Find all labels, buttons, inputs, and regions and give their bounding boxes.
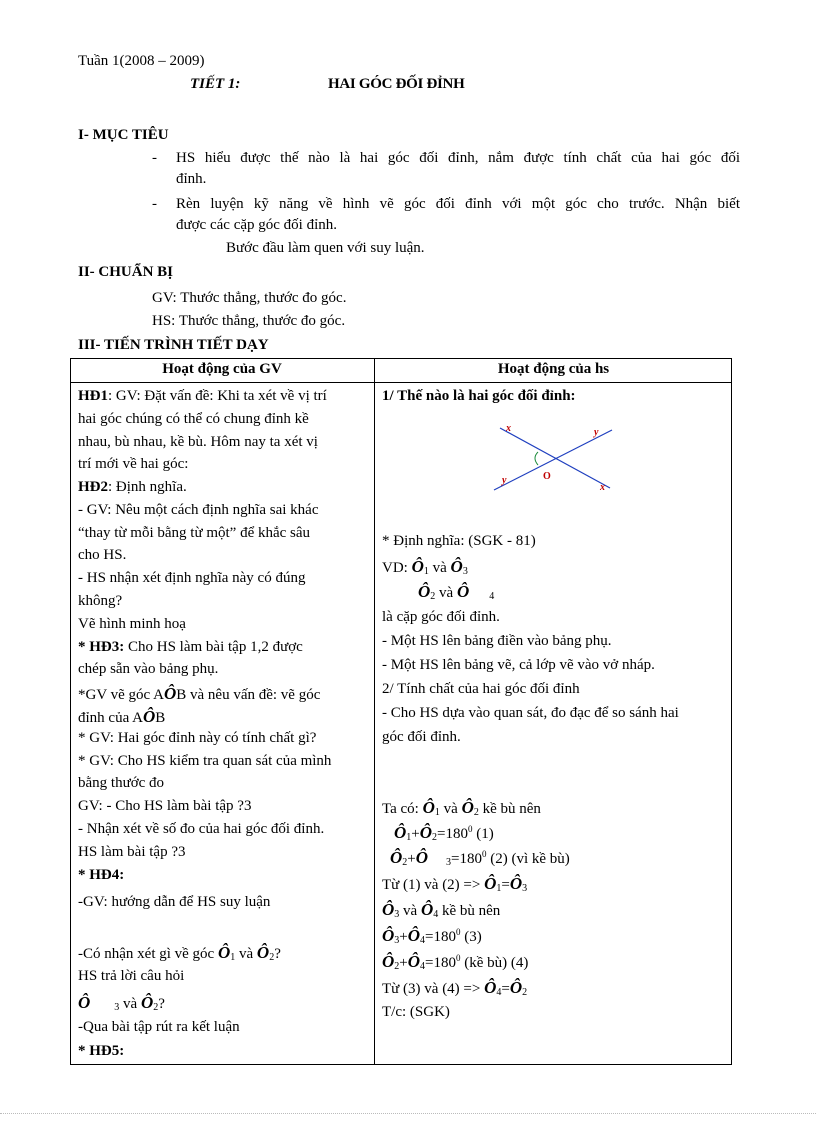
lesson-label: TIẾT 1: xyxy=(190,76,241,92)
angle-o-symbol: Ô xyxy=(450,557,463,576)
angle-o-symbol: Ô xyxy=(382,900,395,919)
proof-line-8: Từ (3) và $(4) => Ô_4=Ô_2$ xyxy=(382,978,528,998)
label-y-right: y xyxy=(594,427,599,438)
angle-o-symbol: Ô xyxy=(411,557,424,576)
eq4-tail: (kề bù) (4) xyxy=(460,955,529,971)
objective-1-line-1: HS hiểu được thế nào là hai góc đối đỉnh, nắm được tính chất của hai góc đối xyxy=(176,150,740,166)
left-line-18: * GV: Cho HS kiểm tra quan sát của mình xyxy=(78,753,332,769)
angle-o-symbol: Ô xyxy=(390,848,403,867)
section-heading-preparation: II- CHUẨN BỊ xyxy=(78,264,174,280)
eq3: =180 xyxy=(425,929,456,945)
angle-o-symbol: Ô xyxy=(456,582,470,601)
right-line-7: - Một HS lên bảng vẽ, cả lớp vẽ vào vở nháp. xyxy=(382,657,655,673)
l25-b: và xyxy=(235,946,257,962)
angle-o-symbol: Ô xyxy=(419,823,433,842)
column-header-teacher: Hoạt động của GV xyxy=(162,361,282,377)
left-line-22: HS làm bài tập ?3 xyxy=(78,844,186,860)
angle-arc xyxy=(535,452,538,465)
hd1-text: : GV: Đặt vấn đề: Khi ta xét về vị trí xyxy=(108,388,327,404)
left-line-14: chép sẵn vào bảng phụ. xyxy=(78,661,219,677)
angle-o-symbol: Ô xyxy=(163,684,177,703)
left-line-11: không? xyxy=(78,593,123,609)
page-bottom-dotted-border xyxy=(0,1113,816,1114)
l15-b: B và nêu vấn đề: vẽ góc xyxy=(176,687,321,703)
hd2-label: HĐ2 xyxy=(78,479,108,495)
left-line-20: GV: - Cho HS làm bài tập ?3 xyxy=(78,798,252,814)
and-word: và xyxy=(435,585,457,601)
proof-line-7: $Ô_2+Ô_4=180^0$ (kề bù) (4) xyxy=(382,952,529,972)
angle-o-symbol: Ô xyxy=(484,978,497,997)
left-line-7: - GV: Nêu một cách định nghĩa sai khác xyxy=(78,502,319,518)
left-line-16 xyxy=(78,707,165,727)
hd1-line-1 xyxy=(78,388,366,405)
equals: = xyxy=(501,981,510,997)
left-line-26: HS trả lời câu hỏi xyxy=(78,968,185,984)
hd4-label: * HĐ4: xyxy=(78,867,125,883)
line-yy xyxy=(494,430,612,490)
left-line-24: -GV: hướng dẫn để HS suy luận xyxy=(78,894,271,910)
tu34: Từ (3) và (4) => xyxy=(382,981,485,997)
l25-c: ? xyxy=(274,946,281,962)
left-line-17: * GV: Hai góc đỉnh này có tính chất gì? xyxy=(78,730,317,746)
angle-o-symbol: Ô xyxy=(78,993,91,1012)
proof-line-3: $Ô_2+Ô$ $_3=180^0$ (2) (vì kề bù) xyxy=(390,848,570,868)
left-line-10: - HS nhận xét định nghĩa này có đúng xyxy=(78,570,306,586)
and-word: và xyxy=(399,903,421,919)
angle-o-symbol: Ô xyxy=(509,978,523,997)
label-o: O xyxy=(543,471,551,482)
eq2-tail: (2) (vì kề bù) xyxy=(486,851,570,867)
objective-1-line-2: đỉnh. xyxy=(176,171,207,187)
angle-o-symbol: Ô xyxy=(256,943,270,962)
and-word: và xyxy=(439,801,462,817)
hd5-label: * HĐ5: xyxy=(78,1043,125,1059)
angle-o-symbol: Ô xyxy=(217,943,231,962)
eq1: =180 xyxy=(437,826,468,842)
example-line-1: VD: $Ô_1$ và $Ô_3$ xyxy=(382,557,468,577)
left-line-25: -Có nhận xét gì về góc $Ô_1$ và $Ô_2$? xyxy=(78,943,281,963)
angle-o-symbol: Ô xyxy=(420,900,434,919)
plus: + xyxy=(399,955,408,971)
proof-line-1: Ta có: $Ô_1$ và $Ô_2$ kề bù nên xyxy=(382,798,541,818)
l25-a: -Có nhận xét gì về góc xyxy=(78,946,218,962)
proof-line-6: $Ô_3+Ô_4=180^0$ (3) xyxy=(382,926,482,946)
degree: 0 xyxy=(468,824,473,834)
prep-gv: GV: Thước thẳng, thước đo góc. xyxy=(152,290,347,306)
and-word: và xyxy=(428,560,451,576)
angle-o-symbol: Ô xyxy=(407,926,421,945)
kebu-nen: kề bù nên xyxy=(438,903,501,919)
bullet-dash: - xyxy=(152,150,157,166)
hd1-label: HĐ1 xyxy=(78,388,108,404)
property-ref: T/c: (SGK) xyxy=(382,1004,450,1020)
l16-b: B xyxy=(155,710,166,726)
left-line-9: cho HS. xyxy=(78,547,127,563)
week-label: Tuần 1(2008 – 2009) xyxy=(78,53,205,69)
eq4: =180 xyxy=(425,955,456,971)
eq2: =180 xyxy=(451,851,482,867)
objective-2-line-2: được các cặp góc đối đỉnh. xyxy=(176,217,338,233)
angle-o-symbol: Ô xyxy=(394,823,407,842)
l15-a: *GV vẽ góc A xyxy=(78,687,164,703)
left-line-15 xyxy=(78,684,320,704)
hd2-text: : Định nghĩa. xyxy=(108,479,187,495)
hd3-label: * HĐ3: xyxy=(78,639,125,655)
right-heading-1: 1/ Thế nào là hai góc đối đỉnh: xyxy=(382,388,576,404)
table-header-divider xyxy=(70,382,732,383)
left-line-27: Ô $_3$ và $Ô_2$? xyxy=(78,993,165,1013)
bullet-dash: - xyxy=(152,196,157,212)
hd1-line-4: trí mới về hai góc: xyxy=(78,456,189,472)
objective-3: Bước đầu làm quen với suy luận. xyxy=(226,240,425,256)
angle-o-symbol: Ô xyxy=(407,952,421,971)
taco: Ta có: xyxy=(382,801,423,817)
hd1-line-2: hai góc chúng có thể có chung đỉnh kề xyxy=(78,411,309,427)
hd3-text: Cho HS làm bài tập 1,2 được xyxy=(124,639,303,655)
proof-line-2: $Ô_1+Ô_2=180^0$ (1) xyxy=(394,823,494,843)
left-line-19: bằng thước đo xyxy=(78,775,165,791)
hd1-line-3: nhau, bù nhau, kề bù. Hôm nay ta xét vị xyxy=(78,434,318,450)
plus: + xyxy=(399,929,408,945)
right-line-9: - Cho HS dựa vào quan sát, đo đạc để so sánh hai xyxy=(382,705,679,721)
angle-o-symbol: Ô xyxy=(382,926,395,945)
right-heading-2: 2/ Tính chất của hai góc đối đỉnh xyxy=(382,681,580,697)
proof-line-4: Từ (1) và $(2) => Ô_1=Ô_3$ xyxy=(382,874,528,894)
right-line-6: - Một HS lên bảng điền vào bảng phụ. xyxy=(382,633,612,649)
pair-statement: là cặp góc đối đỉnh. xyxy=(382,609,500,625)
objective-2-line-1: Rèn luyện kỹ năng về hình vẽ góc đối đỉnh với một góc cho trước. Nhận biết xyxy=(176,196,740,212)
degree: 0 xyxy=(456,927,461,937)
degree: 0 xyxy=(456,953,461,963)
vd-label: VD: xyxy=(382,560,412,576)
right-line-10: góc đối đỉnh. xyxy=(382,729,461,745)
hd3-line xyxy=(78,639,303,656)
eq3-tail: (3) xyxy=(460,929,482,945)
angle-o-symbol: Ô xyxy=(143,707,156,726)
tu12: Từ (1) và (2) => xyxy=(382,877,485,893)
left-line-8: “thay từ mỗi bằng từ một” để khắc sâu xyxy=(78,525,311,541)
page-title: HAI GÓC ĐỐI ĐỈNH xyxy=(328,76,465,92)
angle-o-symbol: Ô xyxy=(140,993,154,1012)
angle-o-symbol: Ô xyxy=(382,952,395,971)
angle-o-symbol: Ô xyxy=(418,582,431,601)
plus: + xyxy=(407,851,416,867)
prep-hs: HS: Thước thẳng, thước đo góc. xyxy=(152,313,346,329)
left-line-28: -Qua bài tập rút ra kết luận xyxy=(78,1019,240,1035)
proof-line-5: $Ô_3$ và $Ô_4$ kề bù nên xyxy=(382,900,501,920)
section-heading-objectives: I- MỤC TIÊU xyxy=(78,127,169,143)
angle-o-symbol: Ô xyxy=(509,874,523,893)
label-y-left: y xyxy=(502,475,507,486)
example-line-2: $Ô_2$ và Ô $_4$ xyxy=(418,582,495,602)
angle-o-symbol: Ô xyxy=(422,798,435,817)
column-header-student: Hoạt động của hs xyxy=(497,361,610,377)
l27-c: ? xyxy=(158,996,165,1012)
l16-a: đỉnh của A xyxy=(78,710,143,726)
vertical-angles-figure xyxy=(480,418,620,498)
label-x-left: x xyxy=(506,423,511,434)
eq1-tail: (1) xyxy=(472,826,494,842)
table-column-divider xyxy=(374,358,375,1065)
plus: + xyxy=(411,826,420,842)
kebu-nen: kề bù nên xyxy=(478,801,541,817)
angle-o-symbol: Ô xyxy=(415,848,429,867)
angle-o-symbol: Ô xyxy=(484,874,497,893)
section-heading-process: III- TIẾN TRÌNH TIẾT DẠY xyxy=(78,337,269,353)
angle-o-symbol: Ô xyxy=(461,798,474,817)
degree: 0 xyxy=(482,849,487,859)
label-x-right: x xyxy=(600,482,605,493)
definition-line: * Định nghĩa: (SGK - 81) xyxy=(382,533,536,549)
l27-b: và xyxy=(119,996,141,1012)
left-line-21: - Nhận xét về số đo của hai góc đối đỉnh. xyxy=(78,821,325,837)
hd2-line xyxy=(78,479,187,496)
equals: = xyxy=(501,877,510,893)
left-line-12: Vẽ hình minh hoạ xyxy=(78,616,186,632)
